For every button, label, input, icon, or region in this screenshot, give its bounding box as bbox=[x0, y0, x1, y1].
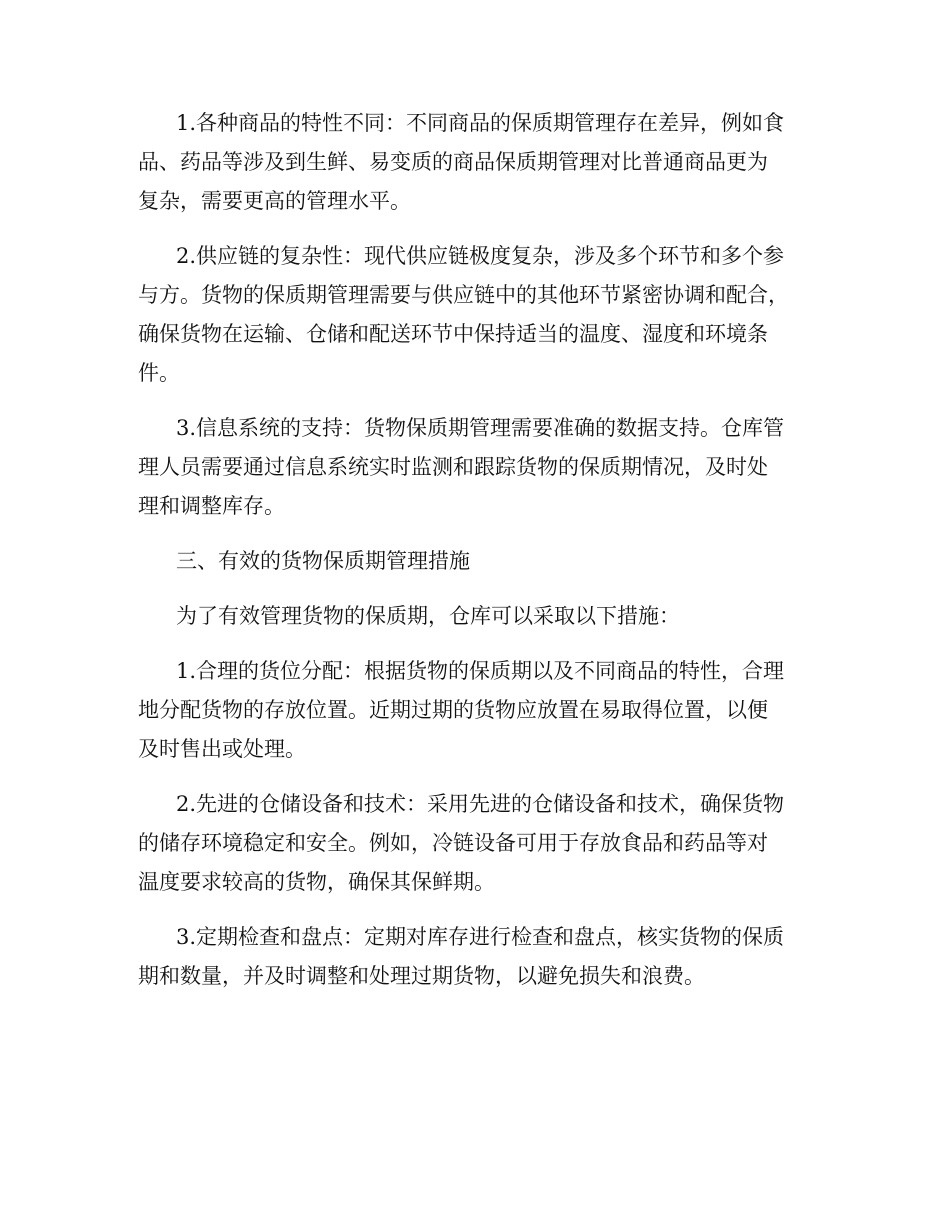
paragraph-line: 1.合理的货位分配：根据货物的保质期以及不同商品的特性，合理 bbox=[176, 659, 785, 683]
paragraph-line: 理和调整库存。 bbox=[138, 494, 285, 518]
paragraph-line: 品、药品等涉及到生鲜、易变质的商品保质期管理对比普通商品更为 bbox=[138, 150, 768, 174]
paragraph-supply-chain bbox=[138, 237, 838, 393]
paragraph-line: 1.各种商品的特性不同：不同商品的保质期管理存在差异，例如食 bbox=[176, 111, 785, 135]
paragraph-line: 及时售出或处理。 bbox=[138, 737, 306, 761]
paragraph-line: 2.先进的仓储设备和技术：采用先进的仓储设备和技术，确保货物 bbox=[176, 792, 785, 816]
paragraph-line: 温度要求较高的货物，确保其保鲜期。 bbox=[138, 870, 495, 894]
paragraph-product-characteristics bbox=[138, 104, 838, 221]
document-body bbox=[138, 104, 838, 1012]
paragraph-line: 地分配货物的存放位置。近期过期的货物应放置在易取得位置，以便 bbox=[138, 698, 768, 722]
paragraph-line: 2.供应链的复杂性：现代供应链极度复杂，涉及多个环节和多个参 bbox=[176, 244, 785, 268]
paragraph-line: 确保货物在运输、仓储和配送环节中保持适当的温度、湿度和环境条 bbox=[138, 322, 768, 346]
paragraph-line: 的储存环境稳定和安全。例如，冷链设备可用于存放食品和药品等对 bbox=[138, 831, 768, 855]
paragraph-line: 为了有效管理货物的保质期，仓库可以采取以下措施： bbox=[176, 604, 680, 628]
paragraph-regular-inspection bbox=[138, 918, 838, 996]
paragraph-line: 期和数量，并及时调整和处理过期货物，以避免损失和浪费。 bbox=[138, 964, 705, 988]
paragraph-line: 件。 bbox=[138, 361, 180, 385]
paragraph-information-system bbox=[138, 409, 838, 526]
paragraph-line: 复杂，需要更高的管理水平。 bbox=[138, 189, 411, 213]
paragraph-intro-measures bbox=[138, 597, 838, 636]
section-heading-text: 三、有效的货物保质期管理措施 bbox=[176, 549, 470, 573]
paragraph-line: 与方。货物的保质期管理需要与供应链中的其他环节紧密协调和配合， bbox=[138, 283, 789, 307]
section-heading bbox=[138, 542, 838, 581]
paragraph-location-allocation bbox=[138, 652, 838, 769]
paragraph-line: 3.定期检查和盘点：定期对库存进行检查和盘点，核实货物的保质 bbox=[176, 925, 785, 949]
paragraph-line: 理人员需要通过信息系统实时监测和跟踪货物的保质期情况，及时处 bbox=[138, 455, 768, 479]
paragraph-line: 3.信息系统的支持：货物保质期管理需要准确的数据支持。仓库管 bbox=[176, 416, 785, 440]
paragraph-storage-equipment bbox=[138, 785, 838, 902]
